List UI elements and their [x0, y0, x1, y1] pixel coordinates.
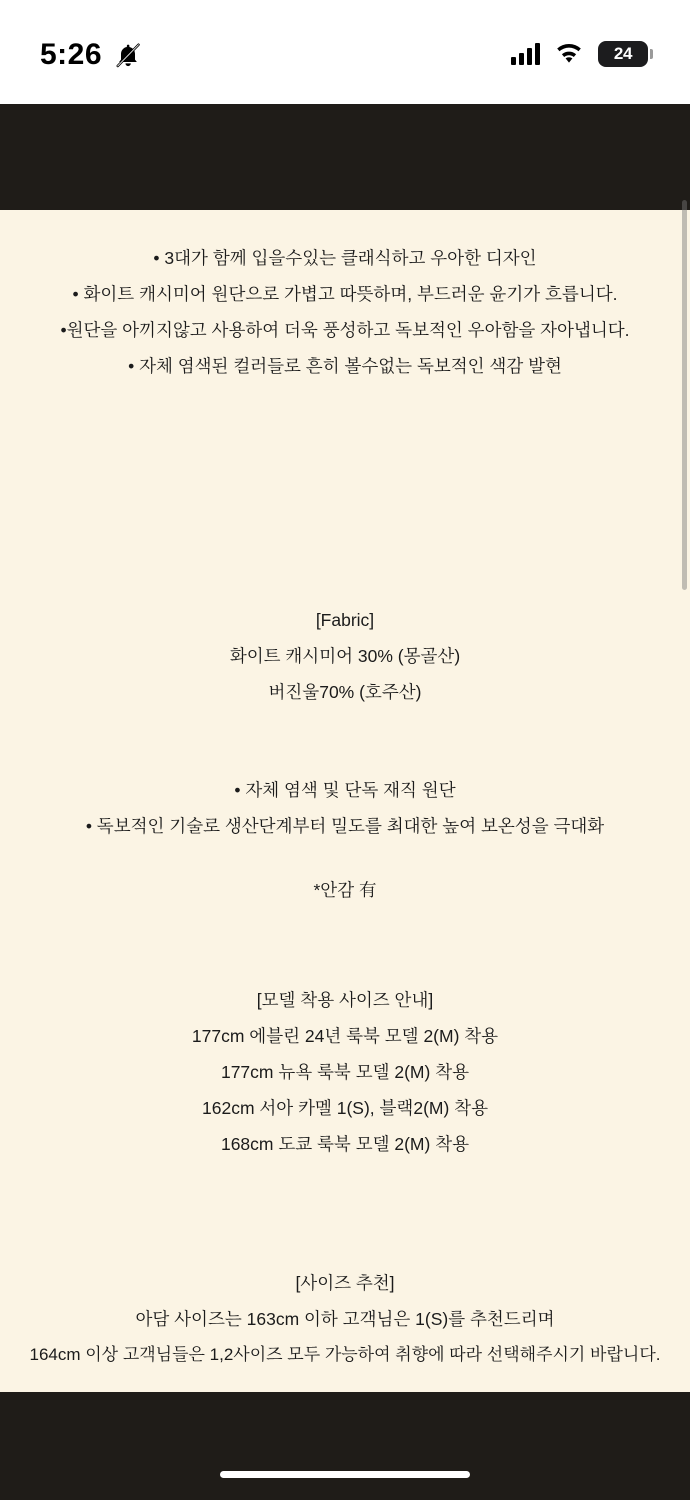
lining-note-block — [0, 872, 690, 908]
fabric-line: 화이트 캐시미어 30% (몽골산) — [229, 646, 461, 666]
battery-icon — [598, 41, 648, 67]
bottom-dark-band — [0, 1392, 690, 1500]
intro-line: • 3대가 함께 입을수있는 클래식하고 우아한 디자인 — [153, 248, 537, 268]
intro-block — [0, 240, 690, 384]
model-heading: [모델 착용 사이즈 안내] — [256, 990, 434, 1010]
product-description-content[interactable] — [0, 210, 690, 1392]
fabric-note-line: • 독보적인 기술로 생산단계부터 밀도를 최대한 높여 보온성을 극대화 — [85, 816, 605, 836]
vertical-scrollbar[interactable] — [682, 200, 687, 590]
bell-mute-icon — [114, 35, 142, 69]
intro-line: • 화이트 캐시미어 원단으로 가볍고 따뜻하며, 부드러운 윤기가 흐릅니다. — [72, 284, 618, 304]
status-bar-right — [511, 37, 648, 67]
home-indicator[interactable] — [220, 1471, 470, 1478]
intro-line: •원단을 아끼지않고 사용하여 더욱 풍성하고 독보적인 우아함을 자아냅니다. — [60, 320, 630, 340]
fabric-notes-block — [0, 772, 690, 844]
size-recommendation-block — [0, 1265, 690, 1373]
battery-level-label: 24 — [613, 44, 633, 63]
size-line: 164cm 이상 고객님들은 1,2사이즈 모두 가능하여 취향에 따라 선택해주시기 바랍니다. — [29, 1345, 661, 1364]
model-line: 168cm 도쿄 룩북 모델 2(M) 착용 — [220, 1134, 470, 1154]
signal-bars-icon — [511, 43, 540, 65]
wifi-icon — [554, 43, 584, 65]
fabric-line: 버진울70% (호주산) — [268, 682, 422, 702]
intro-line: • 자체 염색된 컬러들로 흔히 볼수없는 독보적인 색감 발현 — [128, 356, 562, 376]
model-size-block — [0, 982, 690, 1162]
top-dark-band — [0, 104, 690, 210]
fabric-heading: [Fabric] — [315, 610, 375, 630]
fabric-note-line: • 자체 염색 및 단독 재직 원단 — [234, 780, 456, 800]
model-line: 162cm 서아 카멜 1(S), 블랙2(M) 착용 — [202, 1098, 488, 1118]
model-line: 177cm 에블린 24년 룩북 모델 2(M) 착용 — [191, 1026, 499, 1046]
lining-note: *안감 有 — [313, 880, 377, 900]
fabric-block — [0, 602, 690, 710]
size-heading: [사이즈 추천] — [295, 1273, 395, 1293]
status-bar — [0, 0, 690, 104]
size-line: 아담 사이즈는 163cm 이하 고객님은 1(S)를 추천드리며 — [135, 1309, 555, 1329]
model-line: 177cm 뉴욕 룩북 모델 2(M) 착용 — [220, 1062, 470, 1082]
status-bar-left — [40, 32, 142, 72]
status-time: 5:26 — [40, 38, 103, 71]
